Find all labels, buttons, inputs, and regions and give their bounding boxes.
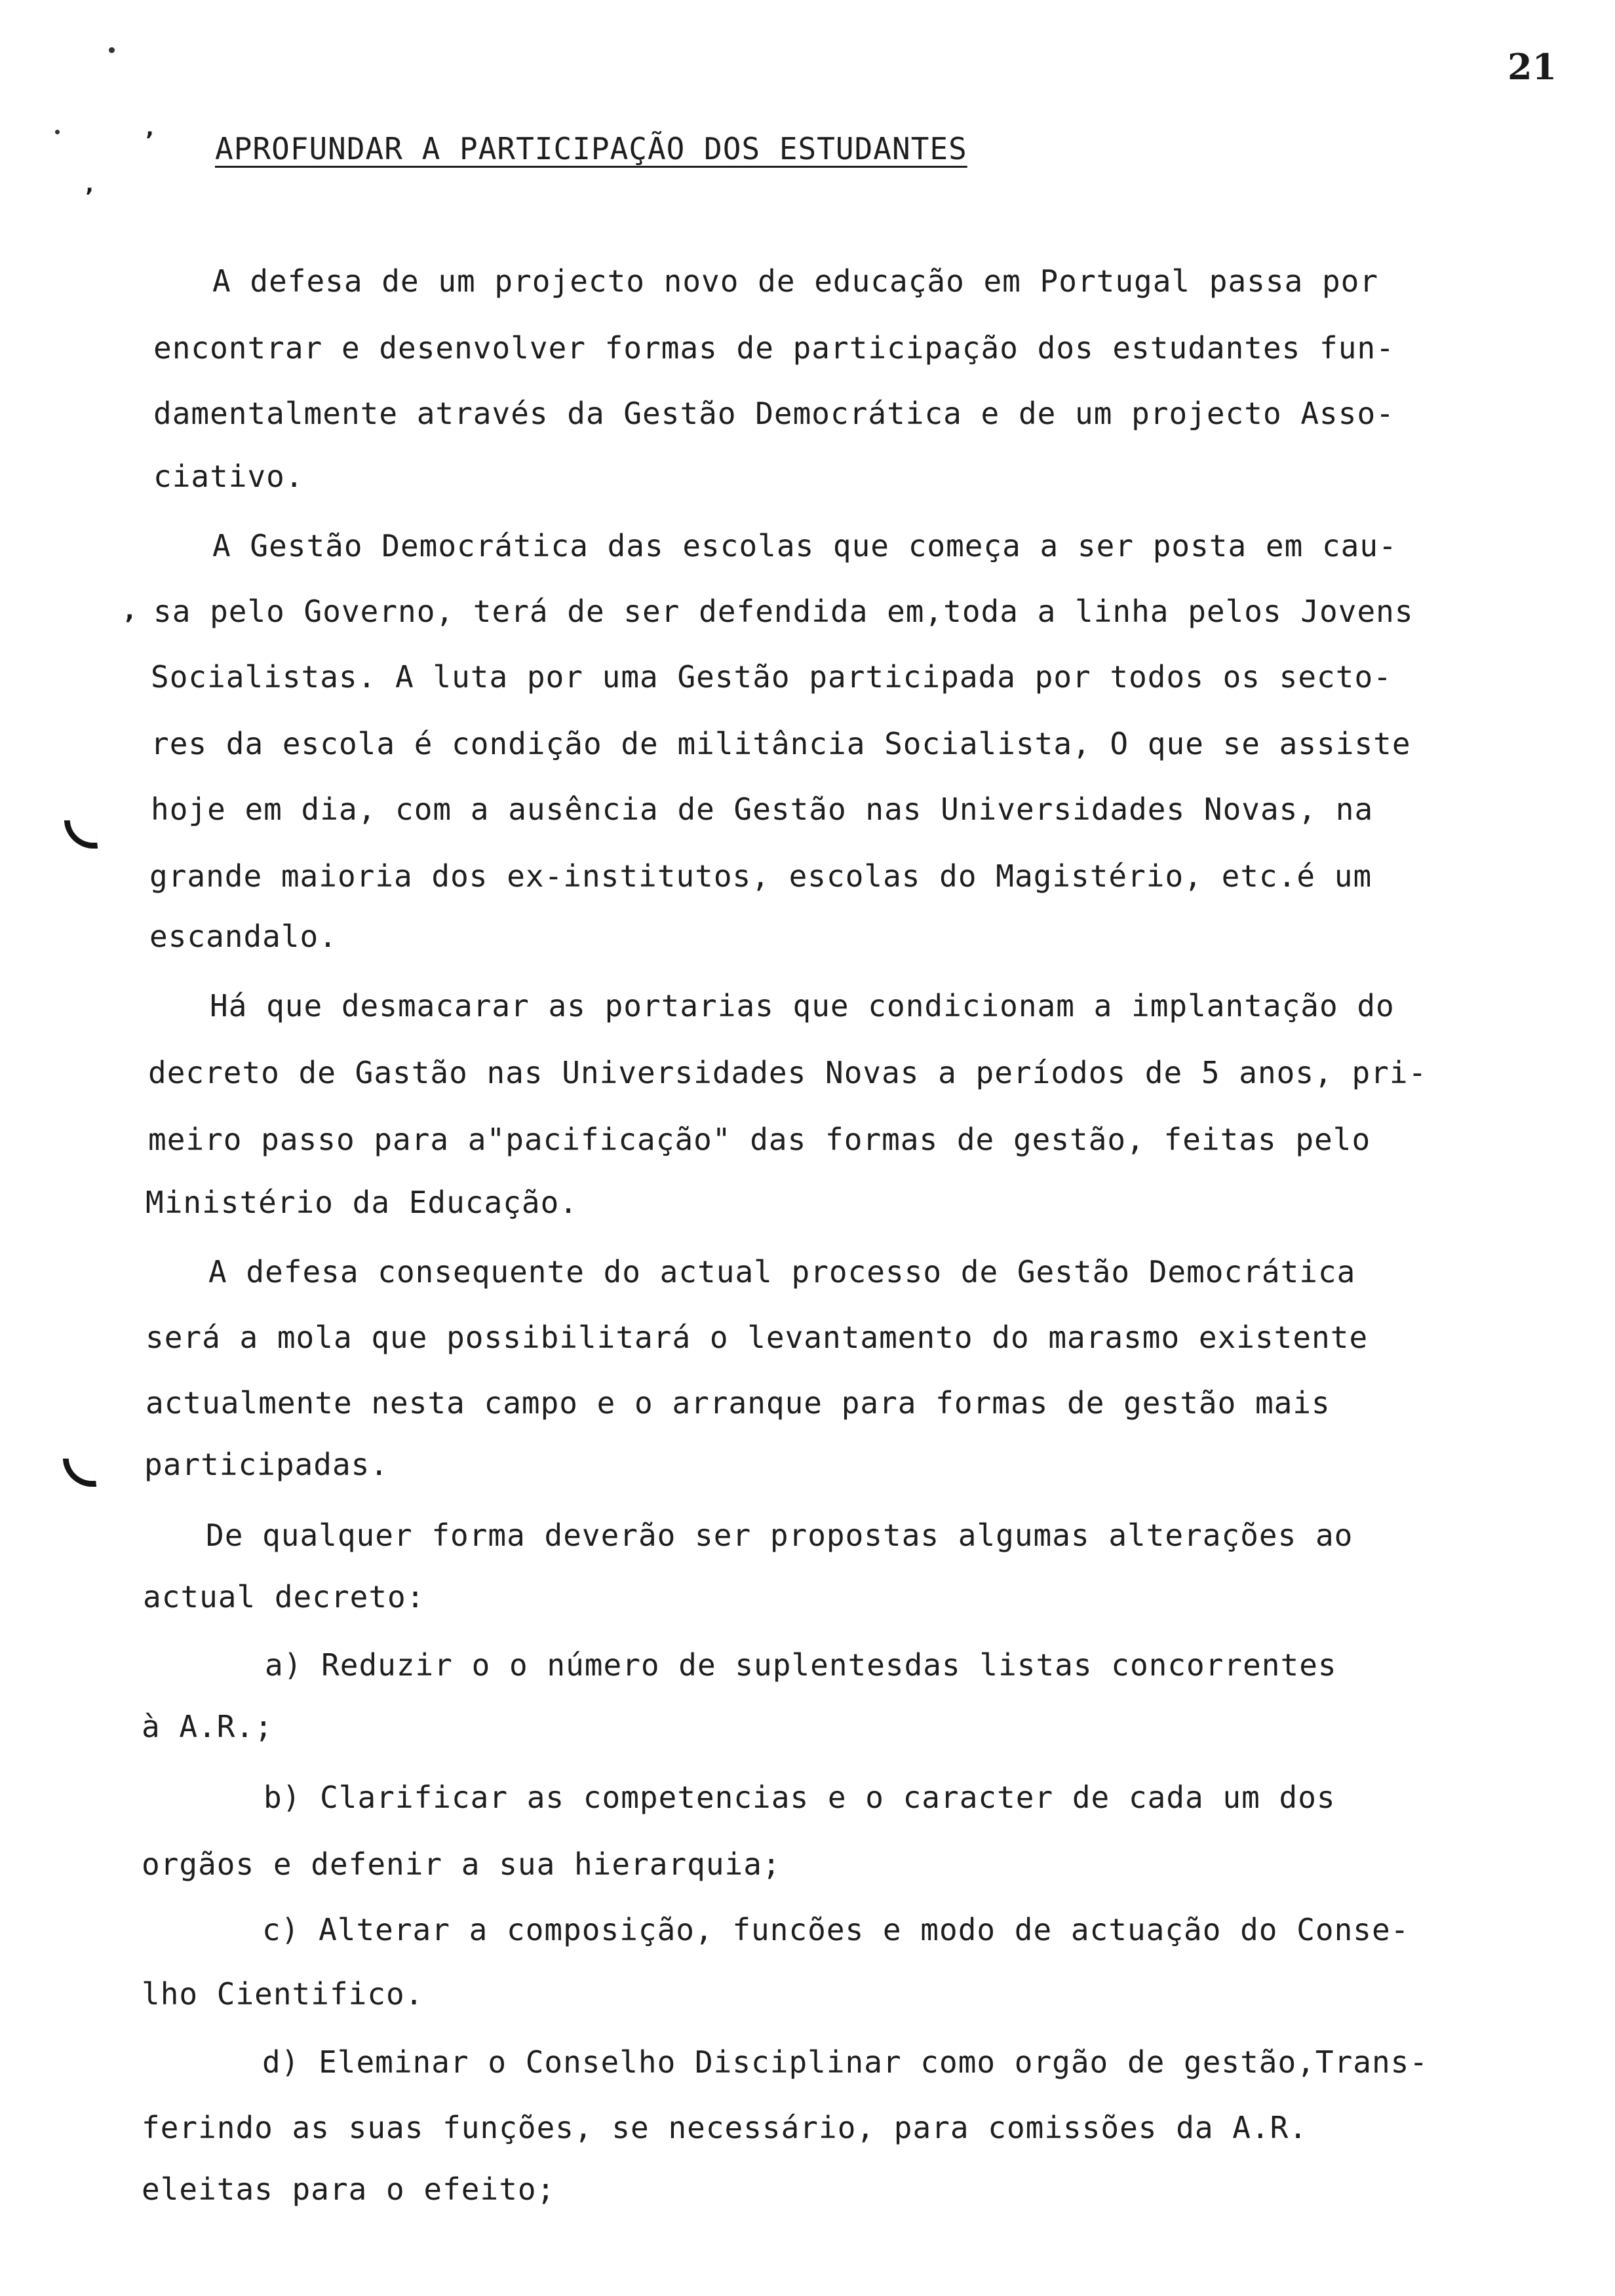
text-line: orgãos e defenir a sua hierarquia; bbox=[142, 1846, 781, 1882]
text-line: Socialistas. A luta por uma Gestão participada por todos os secto- bbox=[151, 659, 1392, 695]
text-line: Há que desmacarar as portarias que condicionam a implantação do bbox=[210, 988, 1395, 1024]
text-line: grande maioria dos ex-institutos, escolas do Magistério, etc.é um bbox=[149, 858, 1372, 894]
text-line: sa pelo Governo, terá de ser defendida em,toda a linha pelos Jovens bbox=[153, 594, 1414, 629]
margin-pen-mark bbox=[64, 820, 98, 849]
section-title: APROFUNDAR A PARTICIPAÇÃO DOS ESTUDANTES bbox=[215, 131, 967, 166]
text-line: c) Alterar a composição, funcões e modo de actuação do Conse- bbox=[262, 1912, 1410, 1947]
text-line: A defesa de um projecto novo de educação em Portugal passa por bbox=[212, 263, 1379, 299]
text-line: damentalmente através da Gestão Democrática e de um projecto Asso- bbox=[153, 396, 1395, 431]
text-line: A Gestão Democrática das escolas que começa a ser posta em cau- bbox=[212, 528, 1397, 564]
text-line: ferindo as suas funções, se necessário, para comissões da A.R. bbox=[142, 2110, 1308, 2145]
text-line: escandalo. bbox=[149, 919, 338, 954]
margin-pen-mark bbox=[63, 1459, 97, 1487]
text-line: hoje em dia, com a ausência de Gestão nas Universidades Novas, na bbox=[151, 792, 1374, 827]
text-line: A defesa consequente do actual processo de Gestão Democrática bbox=[208, 1254, 1356, 1290]
text-line: será a mola que possibilitará o levantamento do marasmo existente bbox=[146, 1320, 1369, 1355]
pen-tick-mark: ’ bbox=[146, 127, 154, 153]
text-line: eleitas para o efeito; bbox=[142, 2172, 556, 2207]
text-line: decreto de Gastão nas Universidades Novas a períodos de 5 anos, pri- bbox=[148, 1055, 1428, 1090]
pen-tick-mark: ’ bbox=[85, 183, 94, 210]
text-line: Ministério da Educação. bbox=[146, 1185, 578, 1220]
text-line: encontrar e desenvolver formas de participação dos estudantes fun- bbox=[153, 330, 1395, 366]
text-line: ciativo. bbox=[153, 459, 304, 494]
text-line: actualmente nesta campo e o arranque para formas de gestão mais bbox=[146, 1385, 1331, 1421]
text-line: à A.R.; bbox=[142, 1709, 273, 1744]
ink-speck bbox=[55, 130, 60, 134]
pen-tick-mark: ‚ bbox=[125, 596, 134, 625]
text-line: meiro passo para a"pacificação" das formas de gestão, feitas pelo bbox=[148, 1122, 1371, 1157]
ink-speck bbox=[109, 47, 115, 53]
text-line: b) Clarificar as competencias e o caracter de cada um dos bbox=[263, 1780, 1336, 1815]
text-line: participadas. bbox=[144, 1447, 389, 1482]
text-line: a) Reduzir o o número de suplentesdas listas concorrentes bbox=[265, 1647, 1337, 1683]
text-line: d) Eleminar o Conselho Disciplinar como orgão de gestão,Trans- bbox=[262, 2044, 1429, 2080]
page-number: 21 bbox=[1508, 46, 1557, 88]
text-line: actual decreto: bbox=[143, 1579, 425, 1615]
text-line: De qualquer forma deverão ser propostas algumas alterações ao bbox=[206, 1518, 1353, 1553]
text-line: res da escola é condição de militância Socialista, O que se assiste bbox=[151, 726, 1411, 761]
text-line: lho Cientifico. bbox=[142, 1976, 424, 2012]
